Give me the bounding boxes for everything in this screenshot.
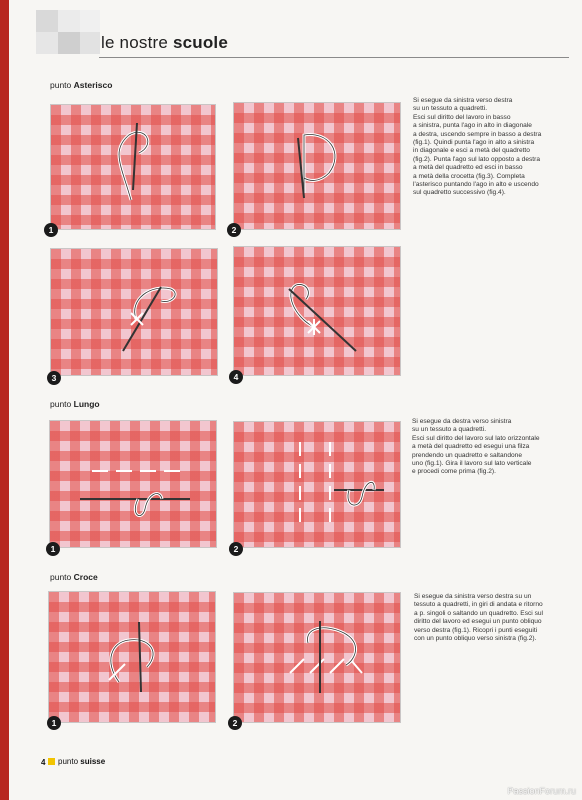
needle-thread-illustration (50, 421, 217, 548)
section-label-prefix: punto (50, 80, 72, 90)
section-label-prefix: punto (50, 399, 72, 409)
stitch-figure (233, 246, 401, 376)
section-label-lungo (50, 399, 100, 409)
section-label-asterisco (50, 80, 112, 90)
needle-thread-illustration (51, 249, 218, 376)
title-light-text: le nostre (101, 33, 169, 52)
brand-square-icon (48, 758, 55, 765)
stitch-figure (48, 591, 216, 723)
magazine-name-bold: suisse (80, 757, 106, 766)
needle-thread-illustration (234, 247, 401, 376)
stitch-figure (50, 248, 218, 376)
page-number: 4 (41, 758, 46, 767)
section-description: Si esegue da sinistra verso destra su un tessuto a quadretti. Esci sul diritto del lavoro in basso a sinistra, punta l'ago in alto in diagonale a destra, uscendo sempre in basso a destra (fig.1). Quindi punta l'ago in alto a sinistra in diagonale e esci a metà del quadretto (fig.2). Punta l'ago sul lato opposto a destra a metà del quadretto ed esci in basso a metà della crocetta (fig.3). Completa l'asterisco puntando l'ago in alto e uscendo sul quadretto successivo (fig.4). (413, 97, 542, 197)
decor-square (36, 10, 58, 32)
decor-square (58, 10, 80, 32)
section-label-name: Asterisco (73, 80, 113, 90)
stitch-figure (49, 420, 217, 548)
magazine-name (58, 757, 105, 766)
title-bold-text: scuole (172, 33, 229, 52)
figure-number-badge: 1 (44, 223, 58, 237)
figure-number-badge: 4 (229, 370, 243, 384)
figure-number-badge: 3 (47, 371, 61, 385)
section-description: Si esegue da sinistra verso destra su un tessuto a quadretti, in giri di andata e ritorno a p. singoli o saltando un quadretto. Esci sul diritto del lavoro ed esegui un punto obliquo verso destra (fig.1). Ricopri i punti eseguiti con un punto obliquo verso sinistra (fig.2). (414, 593, 544, 643)
decor-square (36, 32, 58, 54)
side-color-bar (0, 0, 9, 800)
stitch-figure (233, 592, 401, 723)
section-label-croce (50, 572, 98, 582)
decor-square (80, 10, 100, 32)
figure-number-badge: 2 (227, 223, 241, 237)
decor-square (58, 32, 80, 54)
needle-thread-illustration (51, 105, 216, 230)
section-description: Si esegue da destra verso sinistra su un tessuto a quadretti. Esci sul diritto del lavoro sul lato orizzontale a metà del quadretto ed esegui una filza prendendo un quadretto e saltandone uno (fig.1). Gira il lavoro sul lato verticale e procedi come prima (fig.2). (412, 418, 540, 476)
figure-number-badge: 2 (229, 542, 243, 556)
needle-thread-illustration (234, 593, 401, 723)
section-label-name: Lungo (73, 399, 100, 409)
figure-number-badge: 1 (47, 716, 61, 730)
stitch-figure (233, 102, 401, 230)
section-label-name: Croce (73, 572, 98, 582)
page-title (101, 33, 228, 53)
needle-thread-illustration (49, 592, 216, 723)
title-divider (99, 57, 569, 58)
figure-number-badge: 1 (46, 542, 60, 556)
section-label-prefix: punto (50, 572, 72, 582)
figure-number-badge: 2 (228, 716, 242, 730)
stitch-figure (50, 104, 216, 230)
stitch-figure (233, 421, 401, 548)
needle-thread-illustration (234, 422, 401, 548)
magazine-name-light: punto (58, 757, 79, 766)
needle-thread-illustration (234, 103, 401, 230)
decor-square (80, 32, 100, 54)
watermark: PassionForum.ru (507, 786, 576, 796)
